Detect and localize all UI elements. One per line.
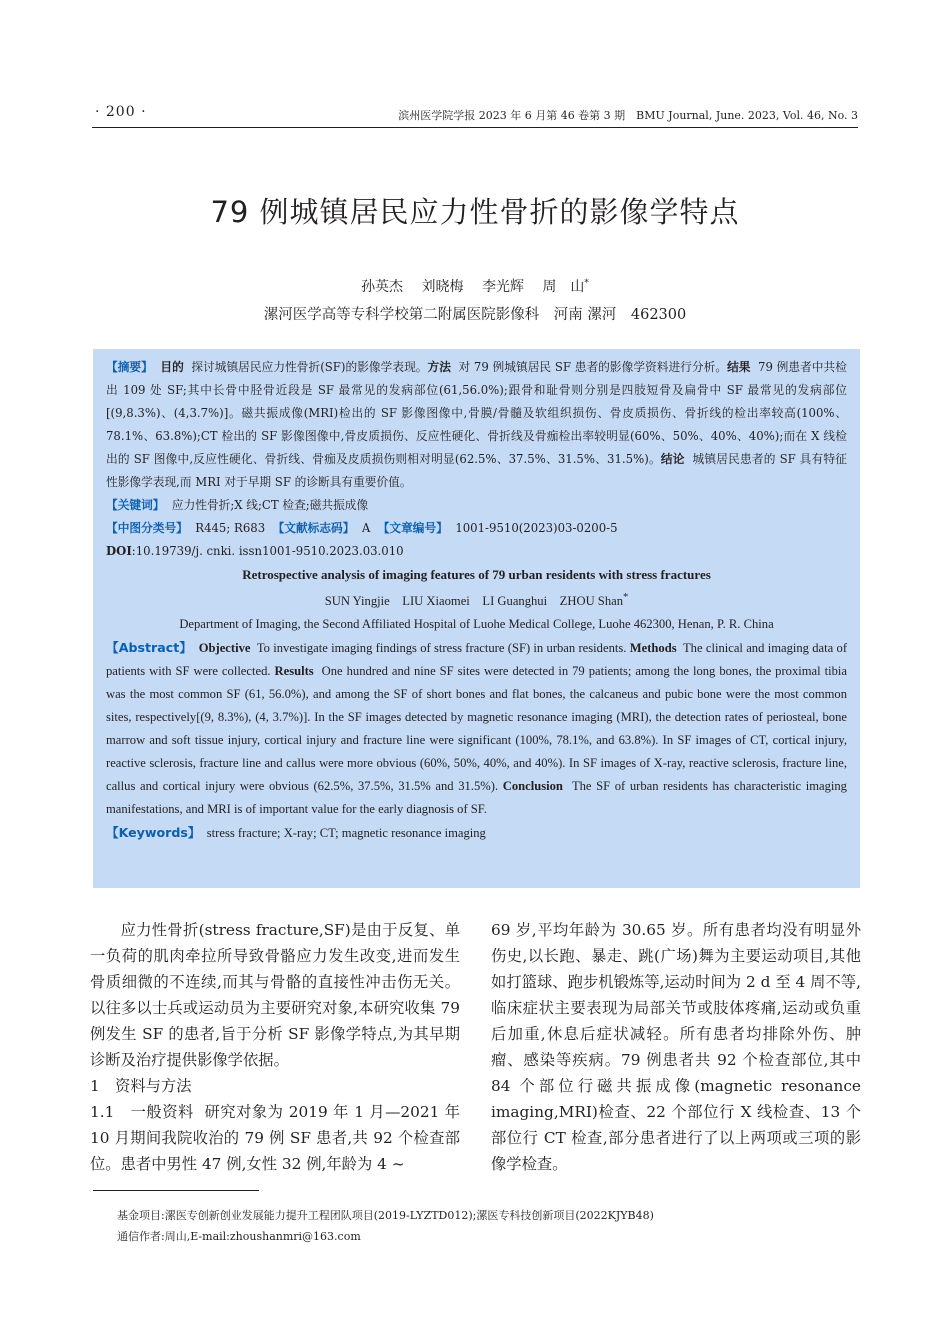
keywords-en <box>106 821 847 845</box>
results-label: 结果 <box>727 360 751 374</box>
author-list <box>0 276 950 296</box>
keywords-en-tag: 【Keywords】 <box>106 825 201 841</box>
author: 李光辉 <box>481 279 524 295</box>
clc-value: R445; R683 <box>195 521 266 535</box>
english-affiliation: Department of Imaging, the Second Affiliated Hospital of Luohe Medical College, Luohe 462300, Henan, P. R. China <box>179 617 774 632</box>
keywords-text: 应力性骨折;X 线;CT 检查;磁共振成像 <box>171 498 369 512</box>
header-rule <box>92 127 858 128</box>
corresponding-mark: * <box>623 592 629 603</box>
methods-en-text: The clinical and imaging data of patients with SF were collected. <box>106 641 848 679</box>
journal-header: 滨州医学院学报 2023 年 6 月第 46 卷第 3 期 BMU Journal, June. 2023, Vol. 46, No. 3 <box>398 109 858 122</box>
abstract-cn <box>106 356 847 494</box>
conclusion-text: 城镇居民患者的 SF 具有特征性影像学表现,而 MRI 对于早期 SF 的诊断具有重要价值。 <box>106 452 847 489</box>
corresponding-footnote: 通信作者:周山,E-mail:zhoushanmri@163.com <box>117 1230 361 1243</box>
doc-code-tag: 【文献标志码】 <box>272 521 355 535</box>
results-en-text: One hundred and nine SF sites were detected in 79 patients; among the long bones, the proximal tibia was the most common SF (61, 56.0%), and among the SF of short bones and flat bones, the calcaneus and pubic bone were the most common sites, respectively[(9, 8.3%), (4, 3.7%)]. In the SF images detected by magnetic resonance imaging (MRI), the detection rates of periosteal, bone marrow and soft tissue injury, cortical injury and fracture line were significant (100%, 78.1%, and 63.8%). In SF images of CT, cortical injury, reactive sclerosis, fracture line and callus were more obvious (60%, 50%, 40%, and 40%). In SF images of X-ray, reactive sclerosis, fracture line, callus and cortical injury were obvious (62.5%, 37.5%, 31.5% and 31.5%). <box>106 664 848 794</box>
subsection-text: 研究对象为 2019 年 1 月—2021 年 10 月期间我院收治的 79 例 SF 患者,共 92 个检查部位。患者中男性 47 例,女性 32 例,年龄为 4 ~ <box>90 1103 461 1173</box>
article-title: 79 例城镇居民应力性骨折的影像学特点 <box>210 195 740 229</box>
keywords-en-text: stress fracture; X-ray; CT; magnetic resonance imaging <box>206 826 486 841</box>
doc-code-value: A <box>361 521 371 535</box>
article-no-value: 1001-9510(2023)03-0200-5 <box>455 521 618 535</box>
doi-line <box>106 540 847 563</box>
body-paragraph: 69 岁,平均年龄为 30.65 岁。所有患者均没有明显外伤史,以长跑、暴走、跳(广场)舞为主要运动项目,其他如打篮球、跑步机锻炼等,运动时间为 2 d 至 4 周不等,临床症状主要表现为局部关节或肢体疼痛,运动或负重后加重,休息后症状减轻。所有患者均排除外伤、肿瘤、感染等疾病。79 例患者共 92 个检查部位,其中 84 个部位行磁共振成像(magnetic resonance imaging,MRI)检查、22 个部位行 X 线检查、13 个部位行 CT 检查,部分患者进行了以上两项或三项的影像学检查。 <box>491 921 861 1173</box>
abstract-en-tag: 【Abstract】 <box>106 640 193 656</box>
author: 周 山* <box>542 278 589 295</box>
author: 刘晓梅 <box>421 279 464 295</box>
page-number: · 200 · <box>95 104 147 120</box>
keywords-tag: 【关键词】 <box>106 498 165 512</box>
subsection-heading: 1.1 一般资料 <box>90 1103 194 1121</box>
results-text: 79 例患者中共检出 109 处 SF;其中长骨中胫骨近段是 SF 最常见的发病部位(61,56.0%);跟骨和耻骨则分别是四肢短骨及扁骨中 SF 最常见的发病部位[(9,8.3%)、(4,3.7%)]。磁共振成像(MRI)检出的 SF 影像图像中,骨膜/骨髓及软组织损伤、骨皮质损伤、骨折线的检出率较高(100%、78.1%、63.8%);CT 检出的 SF 影像图像中,骨皮质损伤、反应性硬化、骨折线及骨痂检出率较明显(60%、50%、40%、40%);而在 X 线检出的 SF 图像中,反应性硬化、骨折线、骨痂及皮质损伤则相对明显(62.5%、37.5%、31.5%、31.5%)。 <box>106 360 847 466</box>
section-heading: 1 资料与方法 <box>90 1077 192 1095</box>
english-authors: SUN Yingjie LIU Xiaomei LI Guanghui ZHOU Shan* <box>324 592 629 609</box>
article-no-tag: 【文章编号】 <box>377 521 448 535</box>
abstract-tag: 【摘要】 <box>106 360 153 374</box>
objective-label: 目的 <box>160 360 184 374</box>
results-en-label: Results <box>274 664 314 679</box>
methods-en-label: Methods <box>629 641 677 656</box>
conclusion-label: 结论 <box>660 452 685 466</box>
keywords-cn <box>106 494 847 517</box>
objective-en-text: To investigate imaging findings of stress fracture (SF) in urban residents. <box>256 641 627 656</box>
affiliation: 漯河医学高等专科学校第二附属医院影像科 河南 漯河 462300 <box>263 307 687 323</box>
abstract-en <box>106 636 847 821</box>
fund-footnote: 基金项目:漯医专创新创业发展能力提升工程团队项目(2019-LYZTD012);漯医专科技创新项目(2022KJYB48) <box>117 1209 654 1222</box>
doi-label: DOI <box>106 544 132 558</box>
body-column-left <box>90 917 460 1177</box>
objective-en-label: Objective <box>198 641 251 656</box>
footnote-rule <box>93 1190 259 1191</box>
clc-tag: 【中图分类号】 <box>106 521 188 535</box>
subsection-paragraph <box>90 1099 460 1177</box>
methods-text: 对 79 例城镇居民 SF 患者的影像学资料进行分析。 <box>458 360 728 374</box>
conclusion-en-label: Conclusion <box>502 779 563 794</box>
corresponding-mark: * <box>584 278 589 289</box>
english-title: Retrospective analysis of imaging features of 79 urban residents with stress fractures <box>242 567 711 582</box>
objective-text: 探讨城镇居民应力性骨折(SF)的影像学表现。 <box>191 360 428 374</box>
abstract-box <box>93 349 860 888</box>
intro-paragraph: 应力性骨折(stress fracture,SF)是由于反复、单一负荷的肌肉牵拉所导致骨骼应力发生改变,进而发生骨质细微的不连续,而其与骨骼的直接性冲击伤无关。以往多以士兵或运动员为主要研究对象,本研究收集 79 例发生 SF 的患者,旨于分析 SF 影像学特点,为其早期诊断及治疗提供影像学依据。 <box>90 921 460 1069</box>
classification-line <box>106 517 847 540</box>
author: 孙英杰 <box>361 279 404 295</box>
methods-label: 方法 <box>427 360 451 374</box>
body-column-right <box>491 917 861 1177</box>
conclusion-en-text: The SF of urban residents has characteristic imaging manifestations, and MRI is of important value for the early diagnosis of SF. <box>106 779 847 817</box>
doi-value: :10.19739/j. cnki. issn1001-9510.2023.03.010 <box>131 544 404 558</box>
